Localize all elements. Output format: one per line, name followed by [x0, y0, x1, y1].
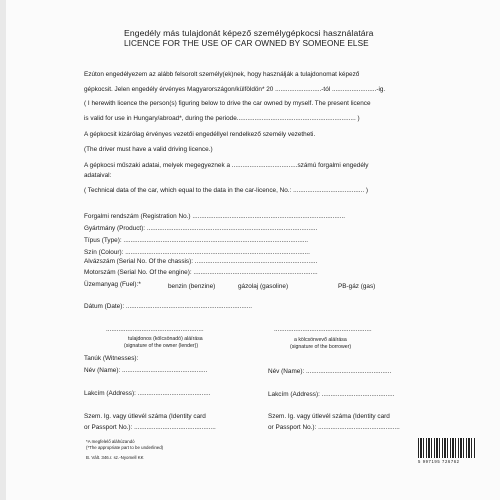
field-date[interactable]: Dátum (Date): .......................................................................: [84, 303, 252, 310]
technical-data-line-1: A gépkocsi műszaki adatai, melyek megegyeznek a .....................................számú forgalmi engedély: [84, 162, 369, 169]
fuel-option-gas[interactable]: PB-gáz (gas): [338, 283, 376, 290]
owner-signature-label-en: (signature of the owner (lender)): [124, 343, 199, 349]
barcode-icon: [418, 438, 476, 458]
barcode-number: 5 997195 726762: [418, 459, 460, 464]
fuel-label: Üzemanyag (Fuel):*: [84, 281, 141, 288]
intro-line-1: Ezúton engedélyezem az alább felsorolt személy(ek)nek, hogy használják a tulajdonomat képező: [84, 71, 360, 78]
intro-line-4: is valid for use in Hungary/abroad*, during the periode................................................................... ): [84, 115, 360, 122]
owner-signature-label-hu: tulajdonos (kölcsönadó) aláírása: [128, 336, 203, 342]
intro-line-2: gépkocsit. Jelen engedély érvényes Magyarországon/külföldön* 20 ..........................-tól .........................-ig.: [84, 86, 386, 93]
witness2-id-line2[interactable]: or Passport No.): ..............................................: [268, 424, 400, 431]
borrower-signature-label-hu: a kölcsönvevő aláírása: [294, 337, 347, 343]
witness2-id-line1: Szem. Ig. vagy útlevél száma (Identity card: [268, 413, 390, 420]
form-code: B. Vált. 346.r. sz.-Nyomell KK: [86, 455, 144, 460]
borrower-signature-label-en: (signature of the borrower): [290, 344, 352, 350]
form-title-english: LICENCE FOR THE USE OF CAR OWNED BY SOMEONE ELSE: [124, 39, 369, 48]
field-engine-no[interactable]: Motorszám (Serial No. Of the engine): ......................................................................: [84, 269, 318, 276]
form-title-hungarian: Engedély más tulajdonát képező személygépkocsi használatára: [124, 28, 374, 38]
technical-data-line-3: ( Technical data of the car, which equal to the data in the car-licence, No.: ........................................ ): [84, 187, 369, 194]
footnote-en: (*The appropriate part to be underlined): [86, 445, 164, 450]
field-type[interactable]: Típus (Type): ........................................................................................................: [84, 237, 309, 244]
footnote-hu: *A megfelelő aláhúzandó: [86, 439, 135, 444]
fuel-option-gasoline[interactable]: gázolaj (gasoline): [238, 283, 289, 290]
borrower-signature-line[interactable]: .......................................................: [274, 326, 372, 333]
technical-data-line-2: adataival:: [84, 172, 112, 179]
field-colour[interactable]: Szín (Colour): ........................................................................................................: [84, 249, 310, 256]
witness1-name[interactable]: Név (Name): ................................................: [84, 367, 208, 374]
field-product[interactable]: Gyártmány (Product): ................................................................................................: [84, 225, 318, 232]
witness2-name[interactable]: Név (Name): ................................................: [268, 368, 392, 375]
driver-requirement-hu: A gépkocsit kizárólag érvényes vezetői engedéllyel rendelkező személy vezetheti.: [84, 131, 316, 138]
intro-line-3: ( I herewith licence the person(s) figuring below to drive the car owned by myself. The present licence: [84, 100, 371, 107]
field-registration-no[interactable]: Forgalmi rendszám (Registration No.) ......................................................................................: [84, 213, 346, 220]
witness1-id-line2[interactable]: or Passport No.): ..............................................: [84, 424, 216, 431]
witnesses-heading: Tanúk (Witnesses):: [84, 355, 139, 362]
witness1-id-line1: Szem. Ig. vagy útlevél száma (Identity card: [84, 413, 206, 420]
field-chassis-no[interactable]: Alvázszám (Serial No. Of the chassis): .....................................................................: [84, 258, 318, 265]
fuel-option-benzine[interactable]: benzin (benzine): [168, 283, 216, 290]
owner-signature-line[interactable]: .......................................................: [106, 326, 204, 333]
driver-requirement-en: (The driver must have a valid driving licence.): [84, 146, 213, 153]
witness1-address[interactable]: Lakcím (Address): .........................................: [84, 390, 211, 397]
witness2-address[interactable]: Lakcím (Address): .........................................: [268, 391, 395, 398]
